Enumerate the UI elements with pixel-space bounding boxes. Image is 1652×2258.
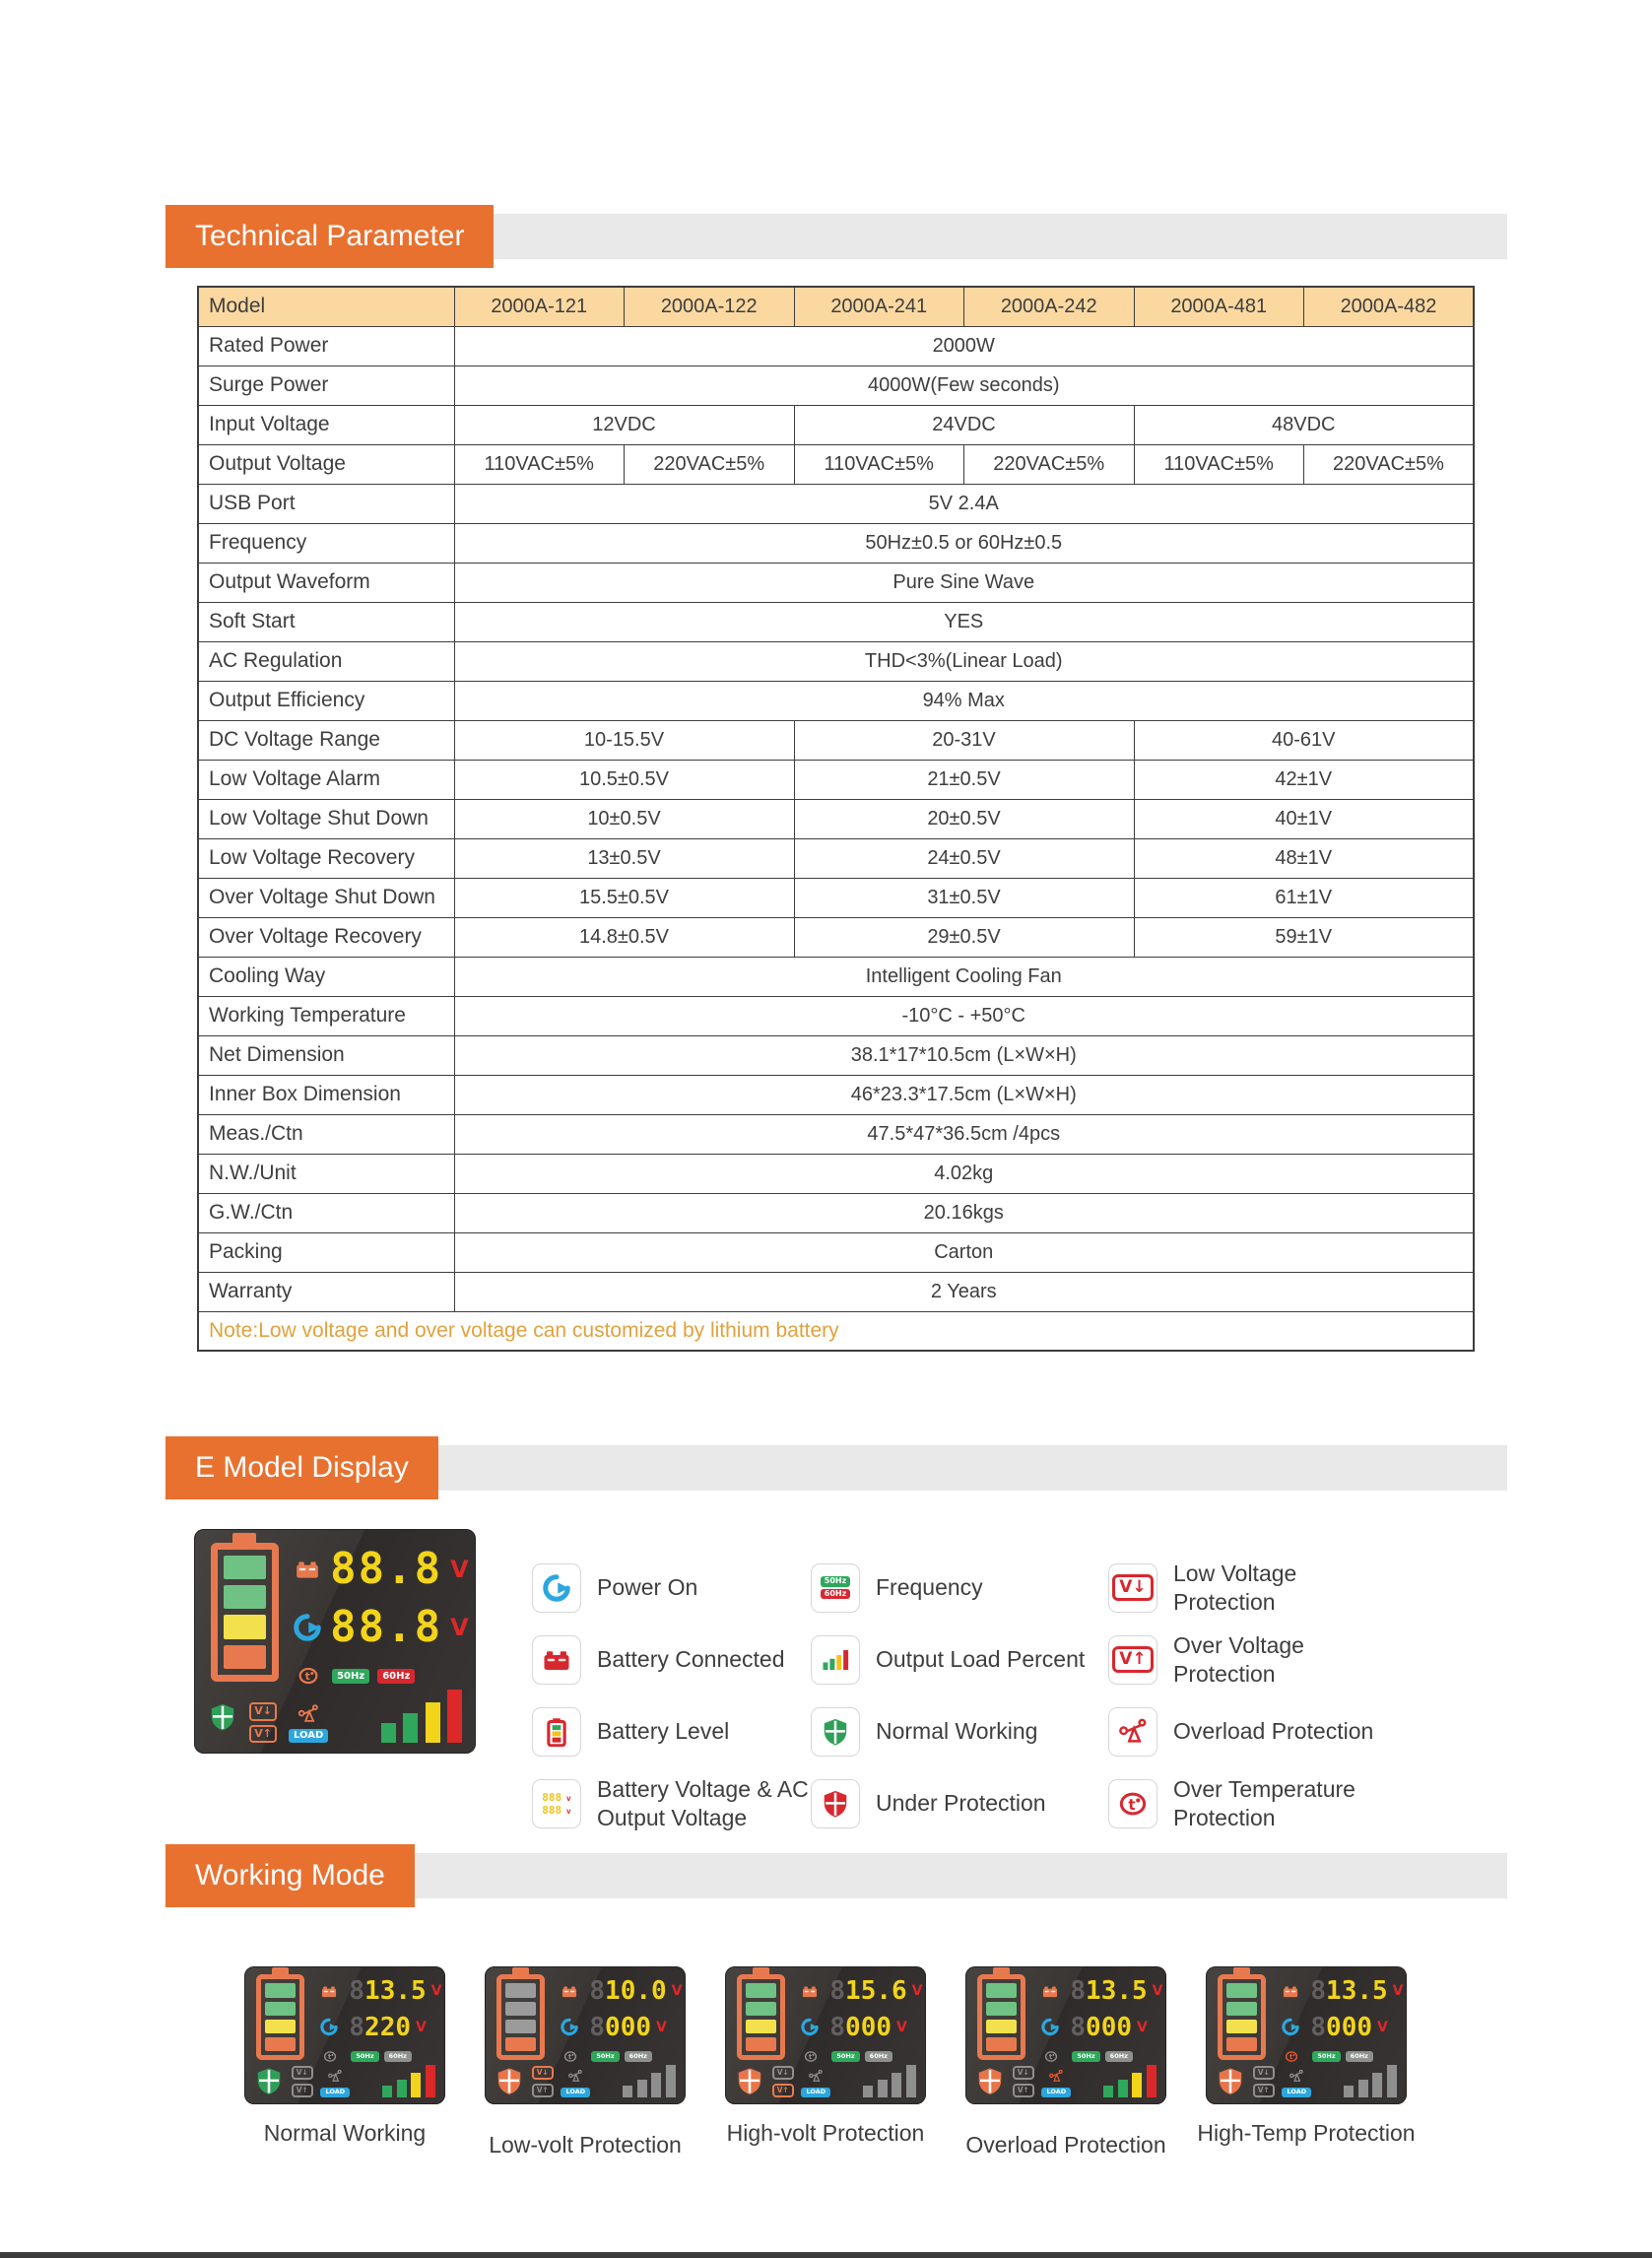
table-row [198,799,1474,838]
low-voltage-badge: V↓ [292,2066,313,2080]
section-band [494,214,1507,259]
lcd-display [725,1966,926,2104]
overload-icon [320,2069,350,2084]
legend-label: Battery Voltage & AC Output Voltage [597,1775,809,1830]
over-voltage-badge: V↑ [292,2084,313,2097]
legend-item [532,1707,811,1757]
battery-voltage-value: 810.0 [589,1976,667,2007]
lcd-display [965,1966,1166,2104]
battery-icon [1035,1983,1065,2000]
legend-label: Output Load Percent [876,1646,1086,1673]
working-mode-caption: High-Temp Protection [1197,2120,1416,2146]
working-mode-caption: Low-volt Protection [489,2132,682,2158]
row-value: 220VAC±5% [625,444,795,484]
freq-60hz-badge: 60Hz [384,2051,412,2062]
working-mode-item [244,1966,445,2158]
row-label: Working Temperature [198,996,454,1035]
table-row [198,760,1474,799]
battery-gauge [1218,1974,1266,2060]
table-row [198,1193,1474,1232]
row-label: Cooling Way [198,957,454,996]
ac-output-voltage-value: 88.8 [330,1602,443,1653]
table-row [198,602,1474,641]
protection-shield-icon [1216,2065,1245,2097]
row-value: 15.5±0.5V [454,878,794,917]
table-row [198,641,1474,681]
freq-50hz-badge: 50Hz [591,2051,619,2062]
volt-unit: V [416,2019,427,2035]
volt-unit: V [1392,1983,1404,2000]
column-header: 2000A-481 [1134,287,1304,326]
battery-icon [314,1983,344,2000]
row-value: 110VAC±5% [454,444,625,484]
table-row [198,996,1474,1035]
legend-item [1108,1560,1507,1617]
column-header: 2000A-241 [794,287,964,326]
row-value: Pure Sine Wave [454,563,1474,602]
overload-icon [294,1703,323,1725]
legend-label: Power On [597,1574,698,1601]
legend-label: Normal Working [876,1718,1038,1745]
battery-level-icon [532,1707,581,1757]
section-title-display: E Model Display [165,1436,438,1499]
svg-text:t: t [1049,2052,1053,2062]
row-label: Inner Box Dimension [198,1075,454,1114]
row-label: Low Voltage Recovery [198,838,454,878]
working-mode-item [1197,1966,1416,2158]
svg-text:t: t [1128,1795,1136,1814]
row-value: 31±0.5V [794,878,1134,917]
freq-60hz-badge: 60Hz [821,1589,850,1600]
lcd-display [1206,1966,1407,2104]
row-value: Carton [454,1232,1474,1272]
legend-item [532,1635,811,1685]
battery-icon [1276,1983,1305,2000]
protection-shield-icon [254,2065,284,2097]
table-header-row [198,287,1474,326]
legend-item [1108,1631,1507,1689]
working-mode-item [485,1966,686,2158]
page-edge-bar [0,2252,1652,2258]
volt-unit: V [656,2019,667,2035]
table-row [198,484,1474,523]
row-label: AC Regulation [198,641,454,681]
row-label: Over Voltage Recovery [198,917,454,957]
volt-unit: V [450,1614,469,1642]
protection-shield-icon [975,2065,1005,2097]
freq-50hz-badge: 50Hz [1072,2051,1099,2062]
ac-output-voltage-value: 8000 [589,2012,652,2042]
row-value: 4000W(Few seconds) [454,365,1474,405]
load-percent-bars [382,2063,435,2097]
low-voltage-badge: V↓ [1013,2066,1034,2080]
row-value: 14.8±0.5V [454,917,794,957]
ac-output-voltage-value: 8000 [1310,2012,1373,2042]
power-on-icon [314,2018,344,2036]
row-value: 24±0.5V [794,838,1134,878]
section-working-mode [165,1844,1507,1907]
volt-unit: V [911,1983,923,2000]
battery-gauge [977,1974,1025,2060]
row-label: DC Voltage Range [198,720,454,760]
protection-shield-icon [208,1692,237,1743]
legend-label: Battery Level [597,1718,730,1745]
row-value: YES [454,602,1474,641]
legend-item [811,1563,1108,1613]
legend-item [532,1563,811,1613]
low-voltage-badge: V↓ [249,1702,277,1720]
battery-voltage-value: 813.5 [1070,1976,1148,2007]
output-load-percent-icon [811,1635,860,1685]
row-value: 46*23.3*17.5cm (L×W×H) [454,1075,1474,1114]
table-row [198,1272,1474,1311]
battery-gauge [211,1543,279,1682]
legend-item [811,1707,1108,1757]
overload-icon [1282,2069,1311,2084]
freq-60hz-badge: 60Hz [1105,2051,1133,2062]
overload-icon [1041,2069,1071,2084]
row-value: 59±1V [1134,917,1474,957]
row-value: 110VAC±5% [1134,444,1304,484]
working-mode-caption: Overload Protection [965,2132,1166,2158]
lcd-display [485,1966,686,2104]
battery-voltage-value: 88.8 [330,1544,443,1595]
power-on-icon [555,2018,584,2036]
lcd-display [194,1529,476,1754]
table-row [198,878,1474,917]
volt-unit: V [896,2019,907,2035]
row-label: Output Voltage [198,444,454,484]
row-value: -10°C - +50°C [454,996,1474,1035]
legend-label: Overload Protection [1173,1718,1374,1745]
low-voltage-badge: V↓ [532,2066,554,2080]
legend-label: Battery Connected [597,1646,785,1673]
table-row [198,523,1474,563]
over-voltage-badge: V↑ [1253,2084,1275,2097]
normal-working-icon [811,1707,860,1757]
row-value: 24VDC [794,405,1134,444]
working-mode-displays [244,1966,1416,2158]
row-value: 50Hz±0.5 or 60Hz±0.5 [454,523,1474,563]
row-value: 220VAC±5% [964,444,1135,484]
table-row [198,681,1474,720]
row-label: Low Voltage Shut Down [198,799,454,838]
battery-gauge [496,1974,545,2060]
row-label: Warranty [198,1272,454,1311]
section-band [415,1853,1507,1898]
overload-icon [801,2069,830,2084]
row-value: 38.1*17*10.5cm (L×W×H) [454,1035,1474,1075]
row-label: Over Voltage Shut Down [198,878,454,917]
volt-unit: V [1377,2019,1388,2035]
load-percent-bars [381,1687,462,1743]
table-row [198,1154,1474,1193]
table-row [198,957,1474,996]
battery-gauge [256,1974,304,2060]
row-value: 220VAC±5% [1304,444,1475,484]
row-label: Surge Power [198,365,454,405]
over-voltage-badge: V↑ [772,2084,794,2097]
row-value: 94% Max [454,681,1474,720]
low-voltage-protection-icon: V↓ [1108,1563,1157,1613]
legend-item [1108,1775,1507,1832]
load-percent-bars [863,2063,916,2097]
row-value: 20±0.5V [794,799,1134,838]
table-row [198,1232,1474,1272]
legend-item [532,1775,811,1832]
load-badge: LOAD [1282,2088,1311,2097]
table-row [198,1035,1474,1075]
main-lcd-display [194,1529,476,1754]
freq-60hz-badge: 60Hz [377,1669,415,1684]
row-value: 10-15.5V [454,720,794,760]
battery-voltage-value: 815.6 [829,1976,907,2007]
over-temperature-protection-icon [1108,1779,1157,1828]
volt-unit: V [430,1983,442,2000]
row-value: 2 Years [454,1272,1474,1311]
row-label: Net Dimension [198,1035,454,1075]
freq-50hz-badge: 50Hz [831,2051,859,2062]
frequency-icon [811,1563,860,1613]
protection-shield-icon [495,2065,524,2097]
volt-unit: V [450,1556,469,1584]
section-e-model-display [165,1436,1507,1499]
working-mode-item [965,1966,1166,2158]
legend-label: Over Voltage Protection [1173,1631,1304,1687]
column-header: 2000A-242 [964,287,1135,326]
row-label: Low Voltage Alarm [198,760,454,799]
row-value: 47.5*47*36.5cm /4pcs [454,1114,1474,1154]
table-row [198,365,1474,405]
row-label: G.W./Ctn [198,1193,454,1232]
volt-unit: V [1152,1983,1163,2000]
table-note: Note:Low voltage and over voltage can customized by lithium battery [198,1311,1474,1351]
power-on-icon [1276,2018,1305,2036]
freq-50hz-badge: 50Hz [332,1669,369,1684]
battery-connected-icon [532,1635,581,1685]
row-label: USB Port [198,484,454,523]
row-value: 110VAC±5% [794,444,964,484]
load-badge: LOAD [1041,2088,1071,2097]
svg-text:t: t [568,2052,572,2062]
row-label: Output Waveform [198,563,454,602]
row-value: 29±0.5V [794,917,1134,957]
battery-icon [795,1983,825,2000]
row-value: 21±0.5V [794,760,1134,799]
power-on-icon [532,1563,581,1613]
row-value: 12VDC [454,405,794,444]
row-value: 4.02kg [454,1154,1474,1193]
svg-text:t: t [304,1670,310,1684]
row-label: Rated Power [198,326,454,365]
row-value: 40±1V [1134,799,1474,838]
table-note-row [198,1311,1474,1351]
row-value: 20-31V [794,720,1134,760]
low-voltage-badge: V↓ [1253,2066,1275,2080]
power-on-icon [795,2018,825,2036]
legend-item [1108,1707,1507,1757]
over-voltage-badge: V↑ [1013,2084,1034,2097]
table-row [198,563,1474,602]
svg-text:t: t [809,2052,813,2062]
working-mode-item [725,1966,926,2158]
legend-label: Frequency [876,1574,983,1601]
battery-gauge [737,1974,785,2060]
section-band [438,1445,1507,1491]
freq-60hz-badge: 60Hz [1346,2051,1373,2062]
column-header: Model [198,287,454,326]
legend-item [811,1779,1108,1828]
table-row [198,720,1474,760]
table-row [198,326,1474,365]
column-header: 2000A-121 [454,287,625,326]
ac-output-voltage-value: 8220 [349,2012,412,2042]
row-value: 48±1V [1134,838,1474,878]
row-value: THD<3%(Linear Load) [454,641,1474,681]
legend-label: Under Protection [876,1790,1046,1817]
svg-text:t: t [1289,2052,1293,2062]
freq-50hz-badge: 50Hz [1312,2051,1340,2062]
table-row [198,405,1474,444]
power-on-icon [293,1613,322,1642]
battery-icon [555,1983,584,2000]
row-label: N.W./Unit [198,1154,454,1193]
display-icon-legend [532,1552,1507,1839]
section-title-working: Working Mode [165,1844,415,1907]
spec-table [197,286,1475,1352]
row-value: 61±1V [1134,878,1474,917]
row-value: 10±0.5V [454,799,794,838]
section-technical-parameter [165,205,1507,268]
freq-50hz-badge: 50Hz [351,2051,378,2062]
row-value: Intelligent Cooling Fan [454,957,1474,996]
table-row [198,1075,1474,1114]
freq-60hz-badge: 60Hz [625,2051,652,2062]
row-label: Soft Start [198,602,454,641]
battery-voltage-value: 813.5 [349,1976,427,2007]
overload-protection-icon [1108,1707,1157,1757]
working-mode-caption: Normal Working [263,2120,427,2146]
volt-unit: V [1137,2019,1148,2035]
lcd-display [244,1966,445,2104]
battery-voltage-value: 813.5 [1310,1976,1388,2007]
column-header: 2000A-482 [1304,287,1475,326]
legend-label: Low Voltage Protection [1173,1560,1297,1615]
column-header: 2000A-122 [625,287,795,326]
battery-icon [293,1557,322,1582]
row-value: 48VDC [1134,405,1474,444]
row-value: 20.16kgs [454,1193,1474,1232]
table-row [198,838,1474,878]
ac-output-voltage-value: 8000 [1070,2012,1133,2042]
svg-text:t: t [328,2052,332,2062]
load-badge: LOAD [801,2088,830,2097]
row-value: 2000W [454,326,1474,365]
low-voltage-badge: V↓ [772,2066,794,2080]
load-percent-bars [623,2063,676,2097]
freq-60hz-badge: 60Hz [865,2051,892,2062]
row-label: Packing [198,1232,454,1272]
row-label: Input Voltage [198,405,454,444]
row-value: 42±1V [1134,760,1474,799]
legend-label: Over Temperature Protection [1173,1775,1355,1830]
table-row [198,444,1474,484]
load-badge: LOAD [561,2088,590,2097]
load-percent-bars [1103,2063,1156,2097]
over-voltage-badge: V↑ [249,1725,277,1743]
row-value: 40-61V [1134,720,1474,760]
table-row [198,917,1474,957]
legend-item [811,1635,1108,1685]
working-mode-caption: High-volt Protection [726,2120,925,2146]
overload-icon [561,2069,590,2084]
table-row [198,1114,1474,1154]
load-badge: LOAD [289,1729,328,1743]
row-label: Meas./Ctn [198,1114,454,1154]
ac-output-voltage-value: 8000 [829,2012,892,2042]
section-title-technical: Technical Parameter [165,205,494,268]
under-protection-icon [811,1779,860,1828]
technical-parameter-table-wrap [197,286,1475,1352]
row-label: Frequency [198,523,454,563]
row-value: 5V 2.4A [454,484,1474,523]
volt-unit: V [671,1983,683,2000]
freq-50hz-badge: 50Hz [821,1576,850,1587]
row-value: 10.5±0.5V [454,760,794,799]
over-voltage-protection-icon: V↑ [1108,1635,1157,1685]
protection-shield-icon [735,2065,764,2097]
power-on-icon [1035,2018,1065,2036]
row-value: 13±0.5V [454,838,794,878]
row-label: Output Efficiency [198,681,454,720]
over-voltage-badge: V↑ [532,2084,554,2097]
battery-voltage-ac-icon: 888 v 888 v [532,1779,581,1828]
load-percent-bars [1344,2063,1397,2097]
load-badge: LOAD [320,2088,350,2097]
